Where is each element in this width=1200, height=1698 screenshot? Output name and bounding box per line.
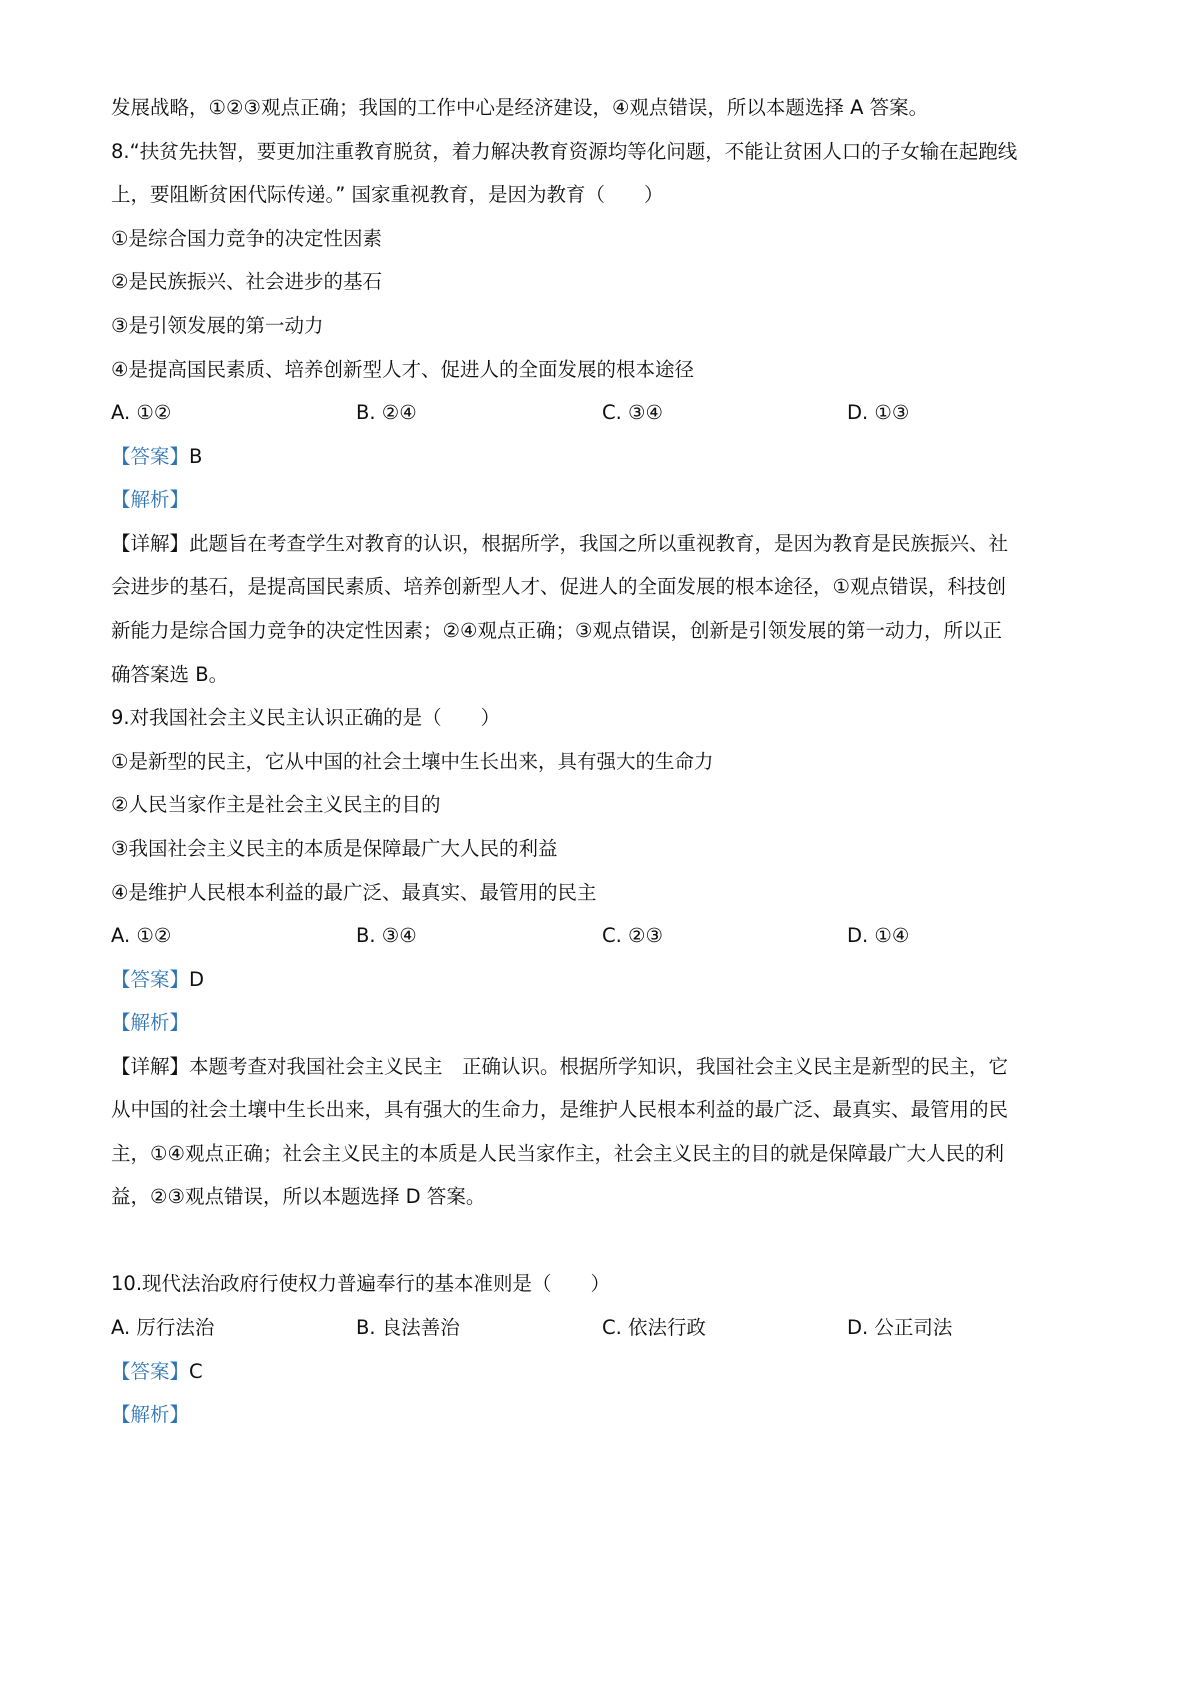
- q8-detail-line-2: 会进步的基石，是提高国民素质、培养创新型人才、促进人的全面发展的根本途径，①观点错误，科技创: [111, 575, 1006, 598]
- q9-item-1: ①是新型的民主，它从中国的社会土壤中生长出来，具有强大的生命力: [111, 750, 714, 773]
- q10-stem-line-1: 10.现代法治政府行使权力普遍奉行的基本准则是（ ）: [111, 1272, 611, 1295]
- q8-answer-value: B: [189, 445, 203, 468]
- q9-detail-line-1: [111, 1054, 1101, 1080]
- q10-analysis-label: 【解析】: [111, 1403, 190, 1426]
- q8-detail-line-1: [111, 531, 1101, 557]
- q10-option-c: C. 依法行政: [602, 1316, 707, 1339]
- q9-detail-text-1: 本题考查对我国社会主义民主 正确认识。根据所学知识，我国社会主义民主是新型的民主，它: [189, 1055, 1009, 1078]
- q8-answer-label: 【答案】: [111, 445, 190, 468]
- q9-answer-value: D: [189, 968, 205, 991]
- q9-item-4: ④是维护人民根本利益的最广泛、最真实、最管用的民主: [111, 881, 597, 904]
- q8-detail-label: 【详解】: [111, 532, 190, 555]
- q8-option-b: B. ②④: [356, 401, 417, 424]
- q9-option-d: D. ①④: [847, 924, 910, 947]
- q8-item-4: ④是提高国民素质、培养创新型人才、促进人的全面发展的根本途径: [111, 358, 694, 381]
- q9-stem-line-1: 9.对我国社会主义民主认识正确的是（ ）: [111, 706, 501, 729]
- intro-text: 发展战略，①②③观点正确；我国的工作中心是经济建设，④观点错误，所以本题选择 A 答案。: [111, 96, 929, 119]
- q8-analysis: [111, 487, 1101, 513]
- q9-option-c: C. ②③: [602, 924, 663, 947]
- q10-answer-value: C: [189, 1360, 203, 1383]
- q8-answer: [111, 444, 1101, 470]
- q8-item-1: ①是综合国力竞争的决定性因素: [111, 227, 382, 250]
- q9-detail-line-3: 主，①④观点正确；社会主义民主的本质是人民当家作主，社会主义民主的目的就是保障最广大人民的利: [111, 1142, 1004, 1165]
- q8-stem-line-2: 上，要阻断贫困代际传递。” 国家重视教育，是因为教育（ ）: [111, 183, 664, 206]
- q8-detail-text-1: 此题旨在考查学生对教育的认识，根据所学，我国之所以重视教育，是因为教育是民族振兴、社: [189, 532, 1009, 555]
- q9-item-3: ③我国社会主义民主的本质是保障最广大人民的利益: [111, 837, 558, 860]
- q9-analysis: [111, 1010, 1101, 1036]
- q9-answer: [111, 967, 1101, 993]
- q10-analysis: [111, 1402, 1101, 1428]
- q10-answer: [111, 1359, 1101, 1385]
- q10-option-b: B. 良法善治: [356, 1316, 460, 1339]
- q9-option-a: A. ①②: [111, 924, 172, 947]
- q8-detail-line-3: 新能力是综合国力竞争的决定性因素；②④观点正确；③观点错误，创新是引领发展的第一动力，所以正: [111, 619, 1002, 642]
- q8-item-2: ②是民族振兴、社会进步的基石: [111, 270, 382, 293]
- q8-option-c: C. ③④: [602, 401, 663, 424]
- q9-detail-line-4: 益，②③观点错误，所以本题选择 D 答案。: [111, 1185, 486, 1208]
- q8-item-3: ③是引领发展的第一动力: [111, 314, 324, 337]
- q9-answer-label: 【答案】: [111, 968, 190, 991]
- q8-option-d: D. ①③: [847, 401, 910, 424]
- q8-detail-line-4: 确答案选 B。: [111, 663, 229, 686]
- q9-detail-label: 【详解】: [111, 1055, 190, 1078]
- q9-detail-line-2: 从中国的社会土壤中生长出来，具有强大的生命力，是维护人民根本利益的最广泛、最真实、最管用的民: [111, 1098, 1009, 1121]
- q8-analysis-label: 【解析】: [111, 488, 190, 511]
- q9-option-b: B. ③④: [356, 924, 417, 947]
- q10-option-d: D. 公正司法: [847, 1316, 953, 1339]
- q10-answer-label: 【答案】: [111, 1360, 190, 1383]
- q8-option-a: A. ①②: [111, 401, 172, 424]
- q8-stem-line-1: 8.“扶贫先扶智，要更加注重教育脱贫，着力解决教育资源均等化问题，不能让贫困人口的子女输在起跑线: [111, 140, 1018, 163]
- q9-item-2: ②人民当家作主是社会主义民主的目的: [111, 793, 441, 816]
- q10-option-a: A. 厉行法治: [111, 1316, 215, 1339]
- q9-analysis-label: 【解析】: [111, 1011, 190, 1034]
